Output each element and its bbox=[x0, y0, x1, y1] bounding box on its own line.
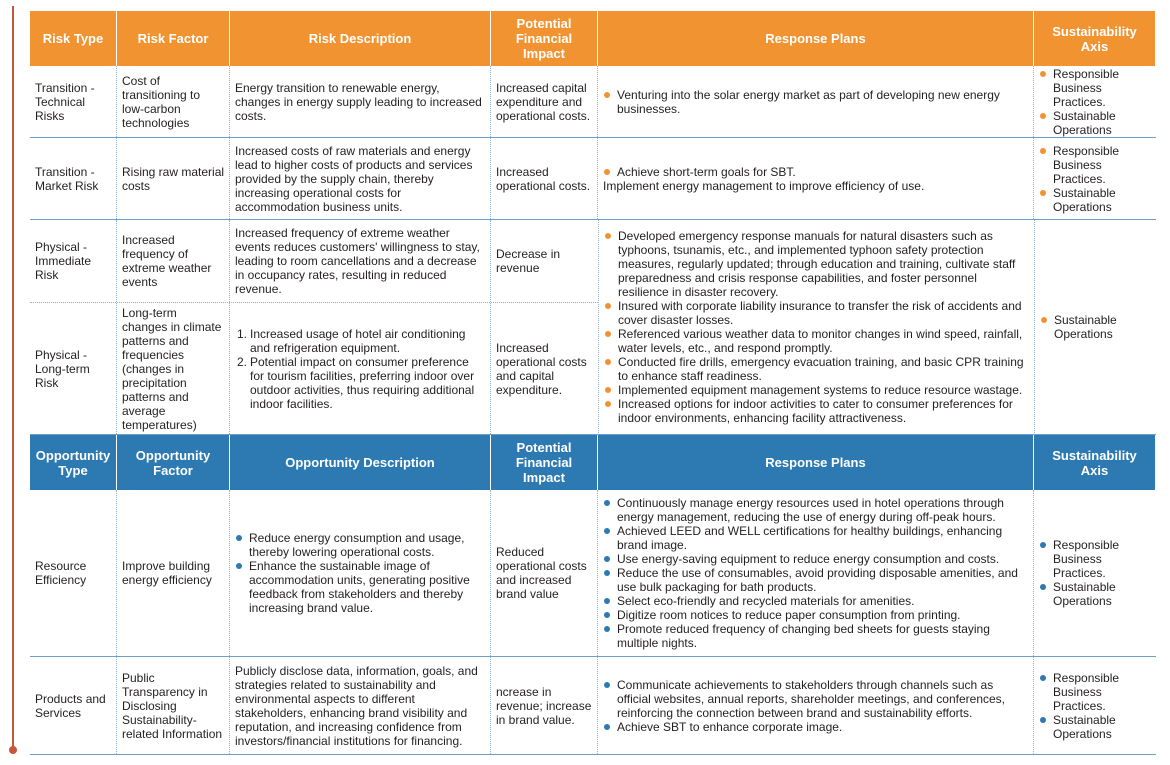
table-row bbox=[30, 490, 1156, 657]
risk-factor: Cost of transitioning to low-carbon technologies bbox=[117, 66, 230, 137]
header-opportunity-type: Opportunity Type bbox=[30, 435, 117, 490]
list-item: Implemented equipment management systems to reduce resource wastage. bbox=[604, 383, 1030, 397]
risk-description: Increased frequency of extreme weather events reduces customers' willingness to stay, leading to room cancellations and a decrease in occupancy rates, resulting in reduced revenue. bbox=[230, 220, 491, 302]
opportunity-type: Resource Efficiency bbox=[30, 490, 117, 656]
table-row bbox=[30, 138, 1156, 220]
list-item: Responsible Business Practices. bbox=[1039, 67, 1152, 109]
list-item: Achieved LEED and WELL certifications for healthy buildings, enhancing brand image. bbox=[603, 524, 1029, 552]
list-item: Reduce the use of consumables, avoid providing disposable amenities, and use bulk packaging for bath products. bbox=[603, 566, 1029, 594]
sustainability-axis bbox=[1034, 138, 1156, 219]
sustainability-axis bbox=[1034, 66, 1156, 137]
bullet-icon bbox=[604, 598, 610, 604]
physical-risk-block bbox=[30, 220, 1156, 435]
list-item: Insured with corporate liability insurance to transfer the risk of accidents and cover disaster losses. bbox=[604, 299, 1030, 327]
bullet-icon bbox=[605, 401, 611, 407]
bullet-icon bbox=[604, 92, 610, 98]
bullet-icon bbox=[605, 303, 611, 309]
bullet-icon bbox=[604, 570, 610, 576]
list-item: Responsible Business Practices. bbox=[1039, 144, 1152, 186]
risk-factor: Long-term changes in climate patterns and frequencies (changes in precipitation patterns and average temperatures) bbox=[117, 303, 230, 434]
list-item: Sustainable Operations bbox=[1039, 713, 1152, 741]
risk-opportunity-table bbox=[30, 11, 1156, 755]
list-item: Venturing into the solar energy market as part of developing new energy businesses. bbox=[603, 88, 1029, 116]
financial-impact: ncrease in revenue; increase in brand value. bbox=[491, 657, 598, 754]
list-item: Continuously manage energy resources used in hotel operations through energy management, reducing the use of energy during off-peak hours. bbox=[603, 496, 1029, 524]
header-financial-impact: Potential Financial Impact bbox=[491, 11, 598, 66]
bullet-icon bbox=[604, 528, 610, 534]
bullet-icon bbox=[605, 359, 611, 365]
bullet-icon bbox=[1040, 113, 1046, 119]
bullet-icon bbox=[236, 535, 242, 541]
header-opportunity-factor: Opportunity Factor bbox=[117, 435, 230, 490]
list-item: Conducted fire drills, emergency evacuation training, and basic CPR training to enhance staff readiness. bbox=[604, 355, 1030, 383]
risk-factor: Rising raw material costs bbox=[117, 138, 230, 219]
list-item: Reduce energy consumption and usage, thereby lowering operational costs. bbox=[235, 531, 486, 559]
list-item: Sustainable Operations bbox=[1039, 186, 1152, 214]
response-plans bbox=[598, 490, 1034, 656]
sustainability-axis bbox=[1034, 657, 1156, 754]
table-row bbox=[30, 657, 1156, 755]
response-plans bbox=[598, 220, 1034, 433]
risk-type: Physical - Immediate Risk bbox=[30, 220, 117, 302]
list-item: Digitize room notices to reduce paper consumption from printing. bbox=[603, 608, 1029, 622]
list-item: Sustainable Operations bbox=[1039, 109, 1152, 137]
timeline-line bbox=[12, 6, 14, 748]
bullet-icon bbox=[604, 500, 610, 506]
opportunity-header-row bbox=[30, 435, 1156, 490]
list-item: Enhance the sustainable image of accommodation units, generating positive feedback from stakeholders and thereby increasing brand value. bbox=[235, 559, 486, 615]
opportunity-type: Products and Services bbox=[30, 657, 117, 754]
bullet-icon bbox=[605, 331, 611, 337]
financial-impact: Reduced operational costs and increased brand value bbox=[491, 490, 598, 656]
list-item: Select eco-friendly and recycled materials for amenities. bbox=[603, 594, 1029, 608]
opportunity-description bbox=[230, 490, 491, 656]
bullet-icon bbox=[604, 612, 610, 618]
header-risk-type: Risk Type bbox=[30, 11, 117, 66]
bullet-icon bbox=[1040, 190, 1046, 196]
risk-type: Transition - Technical Risks bbox=[30, 66, 117, 137]
list-item: Use energy-saving equipment to reduce energy consumption and costs. bbox=[603, 552, 1029, 566]
list-item: Referenced various weather data to monitor changes in wind speed, rainfall, water levels, etc., and respond promptly. bbox=[604, 327, 1030, 355]
table-row bbox=[30, 66, 1156, 138]
opportunity-factor: Public Transparency in Disclosing Sustainability-related Information bbox=[117, 657, 230, 754]
bullet-icon bbox=[1040, 717, 1046, 723]
financial-impact: Increased capital expenditure and operational costs. bbox=[491, 66, 598, 137]
risk-type: Transition - Market Risk bbox=[30, 138, 117, 219]
sustainability-axis bbox=[1034, 490, 1156, 656]
risk-type: Physical - Long-term Risk bbox=[30, 303, 117, 434]
header-response-plans: Response Plans bbox=[598, 435, 1034, 490]
bullet-icon bbox=[604, 682, 610, 688]
risk-description: Energy transition to renewable energy, changes in energy supply leading to increased costs. bbox=[230, 66, 491, 137]
bullet-icon bbox=[1040, 584, 1046, 590]
timeline-dot bbox=[9, 746, 17, 754]
list-item: Sustainable Operations bbox=[1039, 580, 1152, 608]
risk-description bbox=[230, 303, 491, 434]
risk-description: Increased costs of raw materials and energy lead to higher costs of products and services provided by the supply chain, thereby increasing operational costs for accommodation business units. bbox=[230, 138, 491, 219]
list-item: Implement energy management to improve efficiency of use. bbox=[603, 178, 925, 193]
response-plans bbox=[598, 657, 1034, 754]
header-risk-factor: Risk Factor bbox=[117, 11, 230, 66]
bullet-icon bbox=[604, 169, 610, 175]
financial-impact: Decrease in revenue bbox=[496, 247, 561, 275]
header-risk-description: Risk Description bbox=[230, 11, 491, 66]
bullet-icon bbox=[605, 233, 611, 239]
list-item: Responsible Business Practices. bbox=[1039, 538, 1152, 580]
bullet-icon bbox=[604, 626, 610, 632]
list-item: Communicate achievements to stakeholders through channels such as official websites, annual reports, shareholder meetings, and conferences, reinforcing the connection between brand and sustainability efforts. bbox=[603, 678, 1029, 720]
header-financial-impact: Potential Financial Impact bbox=[491, 435, 598, 490]
opportunity-factor: Improve building energy efficiency bbox=[117, 490, 230, 656]
list-item: Responsible Business Practices. bbox=[1039, 671, 1152, 713]
financial-impact: Increased operational costs. bbox=[491, 138, 598, 219]
response-plans bbox=[598, 66, 1034, 137]
bullet-icon bbox=[1041, 317, 1047, 323]
response-plans bbox=[598, 138, 1034, 219]
bullet-icon bbox=[1040, 542, 1046, 548]
bullet-icon bbox=[236, 563, 242, 569]
list-item: Developed emergency response manuals for natural disasters such as typhoons, tsunamis, etc., and implemented typhoon safety protection measures, regularly updated; through education and training, cultivate staff preparedness and crisis response capabilities, and foster personnel resilience in disaster recovery. bbox=[604, 229, 1030, 299]
header-sustainability-axis: Sustainability Axis bbox=[1034, 435, 1156, 490]
header-sustainability-axis: Sustainability Axis bbox=[1034, 11, 1156, 66]
bullet-icon bbox=[604, 556, 610, 562]
bullet-icon bbox=[605, 387, 611, 393]
bullet-icon bbox=[1040, 148, 1046, 154]
header-response-plans: Response Plans bbox=[598, 11, 1034, 66]
opportunity-description: Publicly disclose data, information, goals, and strategies related to sustainability and environmental aspects to different stakeholders, enhancing brand visibility and reputation, and increasing confidence from investors/financial institutions for financing. bbox=[230, 657, 491, 754]
list-item: 2. Potential impact on consumer preference for tourism facilities, preferring indoor over outdoor activities, thus requiring additional indoor facilities. bbox=[237, 354, 475, 411]
risk-header-row bbox=[30, 11, 1156, 66]
bullet-icon bbox=[604, 724, 610, 730]
list-item: Achieve SBT to enhance corporate image. bbox=[603, 720, 1029, 734]
bullet-icon bbox=[1040, 71, 1046, 77]
sustainability-axis bbox=[1034, 220, 1156, 433]
list-item: Promote reduced frequency of changing bed sheets for guests staying multiple nights. bbox=[603, 622, 1029, 650]
list-item: Achieve short-term goals for SBT. bbox=[603, 165, 1029, 179]
financial-impact: Increased operational costs and capital expenditure. bbox=[496, 340, 587, 397]
risk-factor: Increased frequency of extreme weather events bbox=[117, 220, 230, 302]
list-item: 1. Increased usage of hotel air conditioning and refrigeration equipment. bbox=[237, 326, 466, 355]
header-opportunity-description: Opportunity Description bbox=[230, 435, 491, 490]
bullet-icon bbox=[1040, 675, 1046, 681]
list-item: Sustainable Operations bbox=[1040, 313, 1152, 341]
list-item: Increased options for indoor activities to cater to consumer preferences for indoor environments, enhancing facility attractiveness. bbox=[604, 397, 1030, 425]
